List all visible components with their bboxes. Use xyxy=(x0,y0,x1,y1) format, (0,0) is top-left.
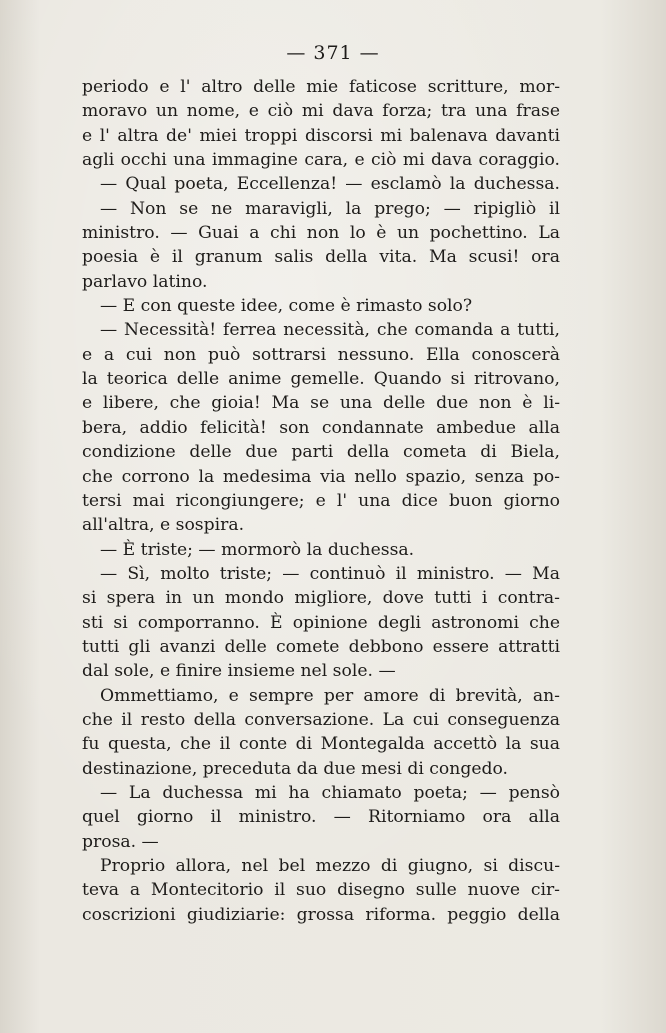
text-line: — Necessità! ferrea necessità, che comanda a tutti, xyxy=(100,320,560,341)
text-line: parlavo latino. xyxy=(82,271,208,292)
text-line: tersi mai ricongiungere; e l' una dice buon giorno xyxy=(82,490,560,511)
text-line: che il resto della conversazione. La cui conseguenza xyxy=(82,709,560,730)
text-line: — Qual poeta, Eccellenza! — esclamò la duchessa. xyxy=(100,174,560,195)
text-line: dal sole, e finire insieme nel sole. — xyxy=(82,661,396,682)
text-line: — E con queste idee, come è rimasto solo? xyxy=(100,296,473,317)
text-line: — È triste; — mormorò la duchessa. xyxy=(100,539,415,560)
text-line: ministro. — Guai a chi non lo è un pochettino. La xyxy=(82,223,560,244)
text-line: e a cui non può sottrarsi nessuno. Ella conoscerà xyxy=(82,344,560,365)
text-line: — La duchessa mi ha chiamato poeta; — pensò xyxy=(100,782,560,803)
text-line: poesia è il granum salis della vita. Ma scusi! ora xyxy=(82,247,560,268)
body-text xyxy=(82,75,560,927)
text-line: all'altra, e sospira. xyxy=(82,515,245,536)
text-line: e l' altra de' miei troppi discorsi mi balenava davanti xyxy=(82,125,560,146)
text-line: fu questa, che il conte di Montegalda accettò la sua xyxy=(82,734,560,755)
text-line: coscrizioni giudiziarie: grossa riforma. peggio della xyxy=(82,904,560,925)
text-line: prosa. — xyxy=(82,831,159,852)
text-line: si spera in un mondo migliore, dove tutti i contra- xyxy=(82,588,560,609)
text-line: Proprio allora, nel bel mezzo di giugno, si discu- xyxy=(100,856,560,876)
text-line: bera, addio felicità! son condannate ambedue alla xyxy=(82,417,560,438)
text-line: e libere, che gioia! Ma se una delle due non è li- xyxy=(82,393,560,414)
text-line: sti si comporranno. È opinione degli astronomi che xyxy=(82,612,560,633)
text-line: che corrono la medesima via nello spazio, senza po- xyxy=(82,466,560,487)
text-line: periodo e l' altro delle mie faticose scritture, mor- xyxy=(82,77,560,97)
text-line: — Non se ne maravigli, la prego; — ripigliò il xyxy=(100,198,560,219)
text-line: destinazione, preceduta da due mesi di congedo. xyxy=(82,758,509,779)
text-line: Ommettiamo, e sempre per amore di brevità, an- xyxy=(100,685,560,706)
text-line: condizione delle due parti della cometa di Biela, xyxy=(82,442,560,463)
page-number: — 371 — xyxy=(286,42,380,64)
text-line: teva a Montecitorio il suo disegno sulle nuove cir- xyxy=(82,880,560,901)
text-line: — Sì, molto triste; — continuò il ministro. — Ma xyxy=(100,563,560,584)
text-line: tutti gli avanzi delle comete debbono essere attratti xyxy=(82,636,560,657)
text-line: moravo un nome, e ciò mi dava forza; tra una frase xyxy=(82,101,560,122)
text-line: la teorica delle anime gemelle. Quando si ritrovano, xyxy=(82,369,560,390)
text-line: agli occhi una immagine cara, e ciò mi dava coraggio. xyxy=(82,150,560,171)
text-line: quel giorno il ministro. — Ritorniamo ora alla xyxy=(82,807,560,828)
